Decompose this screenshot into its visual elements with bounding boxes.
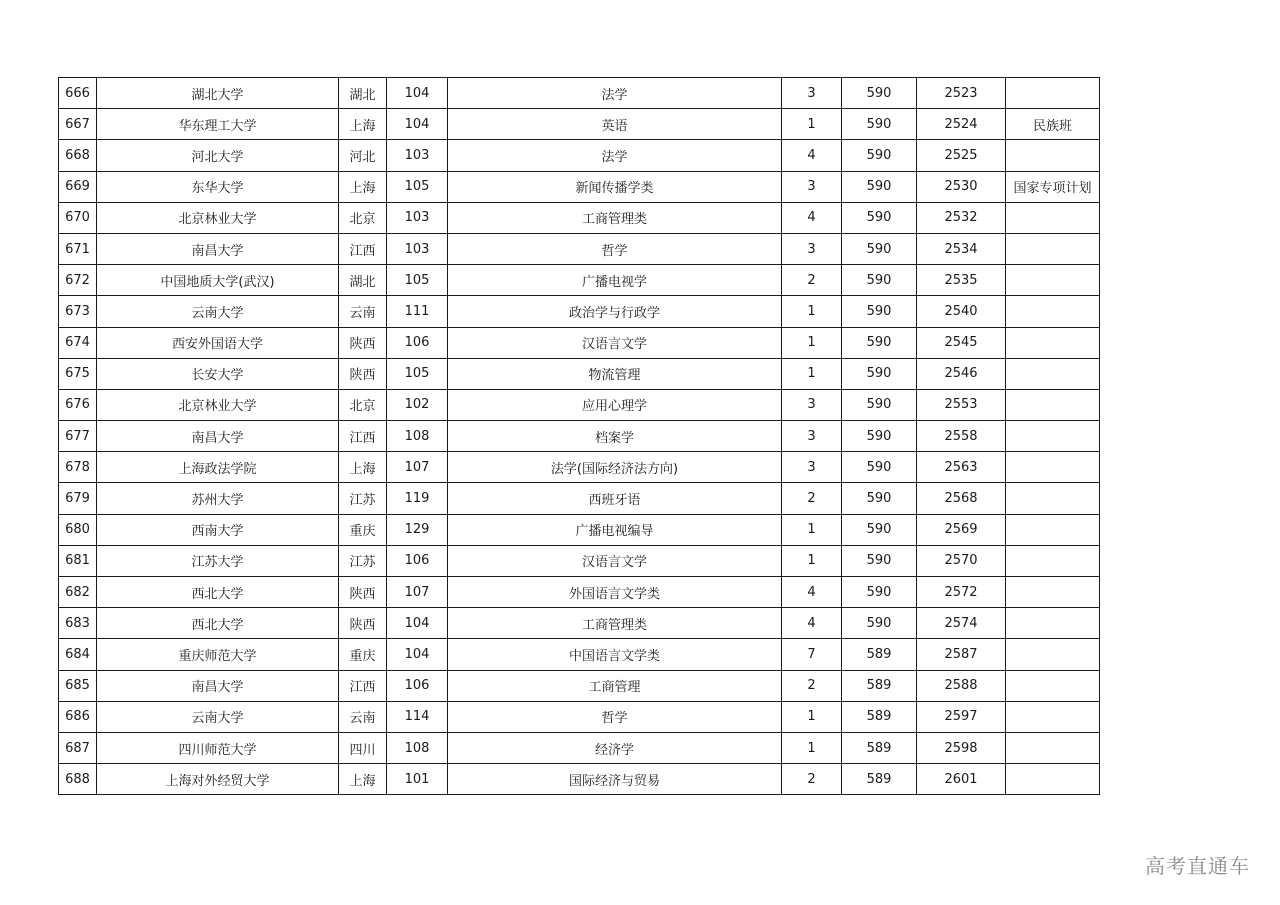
enrollment-count-cell: 1 <box>782 109 842 140</box>
major-name-cell: 经济学 <box>448 732 782 763</box>
remarks-cell <box>1006 296 1100 327</box>
min-score-cell: 590 <box>842 202 917 233</box>
enrollment-count-cell: 1 <box>782 701 842 732</box>
min-rank-cell: 2525 <box>917 140 1006 171</box>
row-index-cell: 670 <box>59 202 97 233</box>
university-cell: 华东理工大学 <box>97 109 339 140</box>
remarks-cell <box>1006 577 1100 608</box>
remarks-cell <box>1006 452 1100 483</box>
row-index-cell: 668 <box>59 140 97 171</box>
row-index-cell: 678 <box>59 452 97 483</box>
major-group-code-cell: 119 <box>387 483 448 514</box>
major-group-code-cell: 105 <box>387 171 448 202</box>
min-rank-cell: 2546 <box>917 358 1006 389</box>
table-row <box>59 608 1100 639</box>
min-score-cell: 589 <box>842 764 917 795</box>
remarks-cell <box>1006 639 1100 670</box>
major-group-code-cell: 105 <box>387 265 448 296</box>
remarks-cell <box>1006 265 1100 296</box>
university-cell: 上海对外经贸大学 <box>97 764 339 795</box>
university-cell: 南昌大学 <box>97 233 339 264</box>
row-index-cell: 684 <box>59 639 97 670</box>
row-index-cell: 672 <box>59 265 97 296</box>
min-score-cell: 590 <box>842 421 917 452</box>
table-row <box>59 358 1100 389</box>
row-index-cell: 686 <box>59 701 97 732</box>
province-cell: 四川 <box>339 732 387 763</box>
province-cell: 云南 <box>339 701 387 732</box>
university-cell: 中国地质大学(武汉) <box>97 265 339 296</box>
min-score-cell: 589 <box>842 639 917 670</box>
major-name-cell: 法学 <box>448 78 782 109</box>
university-cell: 重庆师范大学 <box>97 639 339 670</box>
table-row <box>59 233 1100 264</box>
row-index-cell: 671 <box>59 233 97 264</box>
table-row <box>59 296 1100 327</box>
table-row <box>59 545 1100 576</box>
table-row <box>59 202 1100 233</box>
table-row <box>59 171 1100 202</box>
province-cell: 上海 <box>339 109 387 140</box>
min-rank-cell: 2570 <box>917 545 1006 576</box>
province-cell: 陕西 <box>339 358 387 389</box>
min-rank-cell: 2601 <box>917 764 1006 795</box>
province-cell: 北京 <box>339 389 387 420</box>
major-group-code-cell: 106 <box>387 327 448 358</box>
major-name-cell: 政治学与行政学 <box>448 296 782 327</box>
enrollment-count-cell: 4 <box>782 140 842 171</box>
min-score-cell: 589 <box>842 701 917 732</box>
row-index-cell: 677 <box>59 421 97 452</box>
major-group-code-cell: 104 <box>387 639 448 670</box>
major-group-code-cell: 107 <box>387 452 448 483</box>
table-row <box>59 140 1100 171</box>
remarks-cell <box>1006 545 1100 576</box>
min-rank-cell: 2598 <box>917 732 1006 763</box>
major-group-code-cell: 101 <box>387 764 448 795</box>
province-cell: 江苏 <box>339 483 387 514</box>
enrollment-count-cell: 2 <box>782 764 842 795</box>
province-cell: 上海 <box>339 452 387 483</box>
enrollment-count-cell: 3 <box>782 233 842 264</box>
min-score-cell: 590 <box>842 78 917 109</box>
min-rank-cell: 2588 <box>917 670 1006 701</box>
min-rank-cell: 2563 <box>917 452 1006 483</box>
enrollment-count-cell: 4 <box>782 608 842 639</box>
major-name-cell: 哲学 <box>448 233 782 264</box>
major-group-code-cell: 106 <box>387 670 448 701</box>
province-cell: 江西 <box>339 233 387 264</box>
min-score-cell: 590 <box>842 327 917 358</box>
major-group-code-cell: 102 <box>387 389 448 420</box>
major-group-code-cell: 105 <box>387 358 448 389</box>
university-cell: 云南大学 <box>97 701 339 732</box>
university-cell: 西南大学 <box>97 514 339 545</box>
university-cell: 河北大学 <box>97 140 339 171</box>
enrollment-count-cell: 3 <box>782 171 842 202</box>
remarks-cell <box>1006 514 1100 545</box>
min-score-cell: 590 <box>842 514 917 545</box>
min-score-cell: 590 <box>842 171 917 202</box>
university-cell: 苏州大学 <box>97 483 339 514</box>
enrollment-count-cell: 1 <box>782 545 842 576</box>
row-index-cell: 688 <box>59 764 97 795</box>
admissions-table <box>58 77 1100 795</box>
province-cell: 湖北 <box>339 265 387 296</box>
min-score-cell: 590 <box>842 483 917 514</box>
major-name-cell: 外国语言文学类 <box>448 577 782 608</box>
row-index-cell: 679 <box>59 483 97 514</box>
enrollment-count-cell: 1 <box>782 358 842 389</box>
min-rank-cell: 2540 <box>917 296 1006 327</box>
row-index-cell: 682 <box>59 577 97 608</box>
enrollment-count-cell: 4 <box>782 202 842 233</box>
enrollment-count-cell: 2 <box>782 483 842 514</box>
row-index-cell: 666 <box>59 78 97 109</box>
province-cell: 上海 <box>339 764 387 795</box>
min-score-cell: 590 <box>842 265 917 296</box>
enrollment-count-cell: 2 <box>782 670 842 701</box>
enrollment-count-cell: 3 <box>782 421 842 452</box>
min-rank-cell: 2569 <box>917 514 1006 545</box>
major-group-code-cell: 103 <box>387 202 448 233</box>
remarks-cell <box>1006 78 1100 109</box>
row-index-cell: 669 <box>59 171 97 202</box>
min-score-cell: 590 <box>842 140 917 171</box>
university-cell: 长安大学 <box>97 358 339 389</box>
major-name-cell: 工商管理类 <box>448 608 782 639</box>
table-row <box>59 327 1100 358</box>
major-group-code-cell: 104 <box>387 608 448 639</box>
min-rank-cell: 2535 <box>917 265 1006 296</box>
row-index-cell: 676 <box>59 389 97 420</box>
major-group-code-cell: 106 <box>387 545 448 576</box>
university-cell: 西安外国语大学 <box>97 327 339 358</box>
row-index-cell: 683 <box>59 608 97 639</box>
table-row <box>59 764 1100 795</box>
province-cell: 陕西 <box>339 577 387 608</box>
remarks-cell <box>1006 764 1100 795</box>
table-row <box>59 639 1100 670</box>
major-group-code-cell: 104 <box>387 78 448 109</box>
remarks-cell <box>1006 358 1100 389</box>
remarks-cell <box>1006 233 1100 264</box>
enrollment-count-cell: 4 <box>782 577 842 608</box>
enrollment-count-cell: 7 <box>782 639 842 670</box>
min-rank-cell: 2597 <box>917 701 1006 732</box>
remarks-cell <box>1006 701 1100 732</box>
university-cell: 北京林业大学 <box>97 389 339 420</box>
major-group-code-cell: 114 <box>387 701 448 732</box>
table-row <box>59 389 1100 420</box>
enrollment-count-cell: 1 <box>782 327 842 358</box>
province-cell: 重庆 <box>339 514 387 545</box>
min-rank-cell: 2558 <box>917 421 1006 452</box>
enrollment-count-cell: 2 <box>782 265 842 296</box>
table-row <box>59 483 1100 514</box>
enrollment-count-cell: 3 <box>782 389 842 420</box>
table-row <box>59 421 1100 452</box>
min-score-cell: 590 <box>842 577 917 608</box>
min-score-cell: 590 <box>842 358 917 389</box>
row-index-cell: 667 <box>59 109 97 140</box>
province-cell: 陕西 <box>339 608 387 639</box>
major-group-code-cell: 108 <box>387 732 448 763</box>
min-rank-cell: 2524 <box>917 109 1006 140</box>
province-cell: 上海 <box>339 171 387 202</box>
min-rank-cell: 2523 <box>917 78 1006 109</box>
university-cell: 湖北大学 <box>97 78 339 109</box>
min-score-cell: 589 <box>842 670 917 701</box>
province-cell: 江西 <box>339 421 387 452</box>
province-cell: 江苏 <box>339 545 387 576</box>
major-name-cell: 哲学 <box>448 701 782 732</box>
row-index-cell: 674 <box>59 327 97 358</box>
major-group-code-cell: 108 <box>387 421 448 452</box>
min-score-cell: 590 <box>842 608 917 639</box>
major-name-cell: 应用心理学 <box>448 389 782 420</box>
enrollment-count-cell: 3 <box>782 78 842 109</box>
row-index-cell: 680 <box>59 514 97 545</box>
university-cell: 北京林业大学 <box>97 202 339 233</box>
province-cell: 云南 <box>339 296 387 327</box>
watermark-text: 高考直通车 <box>1145 854 1250 878</box>
min-rank-cell: 2530 <box>917 171 1006 202</box>
major-name-cell: 档案学 <box>448 421 782 452</box>
major-group-code-cell: 129 <box>387 514 448 545</box>
major-name-cell: 工商管理类 <box>448 202 782 233</box>
min-rank-cell: 2587 <box>917 639 1006 670</box>
enrollment-count-cell: 1 <box>782 296 842 327</box>
major-name-cell: 西班牙语 <box>448 483 782 514</box>
enrollment-count-cell: 1 <box>782 732 842 763</box>
table-row <box>59 265 1100 296</box>
major-name-cell: 中国语言文学类 <box>448 639 782 670</box>
row-index-cell: 687 <box>59 732 97 763</box>
major-name-cell: 广播电视编导 <box>448 514 782 545</box>
province-cell: 北京 <box>339 202 387 233</box>
major-group-code-cell: 104 <box>387 109 448 140</box>
table-row <box>59 701 1100 732</box>
table-body <box>59 78 1100 795</box>
university-cell: 江苏大学 <box>97 545 339 576</box>
remarks-cell <box>1006 202 1100 233</box>
remarks-cell <box>1006 670 1100 701</box>
major-group-code-cell: 111 <box>387 296 448 327</box>
min-rank-cell: 2545 <box>917 327 1006 358</box>
min-rank-cell: 2568 <box>917 483 1006 514</box>
major-name-cell: 法学 <box>448 140 782 171</box>
major-name-cell: 新闻传播学类 <box>448 171 782 202</box>
major-name-cell: 汉语言文学 <box>448 327 782 358</box>
major-name-cell: 工商管理 <box>448 670 782 701</box>
major-group-code-cell: 107 <box>387 577 448 608</box>
min-score-cell: 589 <box>842 732 917 763</box>
table-row <box>59 452 1100 483</box>
remarks-cell: 国家专项计划 <box>1006 171 1100 202</box>
remarks-cell <box>1006 732 1100 763</box>
min-score-cell: 590 <box>842 296 917 327</box>
min-score-cell: 590 <box>842 452 917 483</box>
min-rank-cell: 2532 <box>917 202 1006 233</box>
province-cell: 重庆 <box>339 639 387 670</box>
university-cell: 东华大学 <box>97 171 339 202</box>
remarks-cell <box>1006 483 1100 514</box>
table-row <box>59 670 1100 701</box>
major-name-cell: 英语 <box>448 109 782 140</box>
major-group-code-cell: 103 <box>387 233 448 264</box>
major-name-cell: 物流管理 <box>448 358 782 389</box>
table-row <box>59 732 1100 763</box>
min-score-cell: 590 <box>842 109 917 140</box>
major-name-cell: 法学(国际经济法方向) <box>448 452 782 483</box>
major-group-code-cell: 103 <box>387 140 448 171</box>
remarks-cell <box>1006 140 1100 171</box>
enrollment-count-cell: 1 <box>782 514 842 545</box>
min-rank-cell: 2553 <box>917 389 1006 420</box>
row-index-cell: 685 <box>59 670 97 701</box>
min-rank-cell: 2534 <box>917 233 1006 264</box>
table-row <box>59 577 1100 608</box>
min-score-cell: 590 <box>842 545 917 576</box>
remarks-cell <box>1006 608 1100 639</box>
min-score-cell: 590 <box>842 233 917 264</box>
remarks-cell <box>1006 421 1100 452</box>
province-cell: 湖北 <box>339 78 387 109</box>
remarks-cell: 民族班 <box>1006 109 1100 140</box>
table-row <box>59 78 1100 109</box>
min-rank-cell: 2574 <box>917 608 1006 639</box>
major-name-cell: 广播电视学 <box>448 265 782 296</box>
row-index-cell: 675 <box>59 358 97 389</box>
remarks-cell <box>1006 327 1100 358</box>
major-name-cell: 汉语言文学 <box>448 545 782 576</box>
university-cell: 上海政法学院 <box>97 452 339 483</box>
enrollment-count-cell: 3 <box>782 452 842 483</box>
university-cell: 南昌大学 <box>97 670 339 701</box>
remarks-cell <box>1006 389 1100 420</box>
university-cell: 南昌大学 <box>97 421 339 452</box>
row-index-cell: 681 <box>59 545 97 576</box>
university-cell: 西北大学 <box>97 608 339 639</box>
province-cell: 河北 <box>339 140 387 171</box>
table-row <box>59 109 1100 140</box>
major-name-cell: 国际经济与贸易 <box>448 764 782 795</box>
university-cell: 云南大学 <box>97 296 339 327</box>
row-index-cell: 673 <box>59 296 97 327</box>
min-rank-cell: 2572 <box>917 577 1006 608</box>
province-cell: 陕西 <box>339 327 387 358</box>
min-score-cell: 590 <box>842 389 917 420</box>
university-cell: 西北大学 <box>97 577 339 608</box>
province-cell: 江西 <box>339 670 387 701</box>
table-row <box>59 514 1100 545</box>
university-cell: 四川师范大学 <box>97 732 339 763</box>
